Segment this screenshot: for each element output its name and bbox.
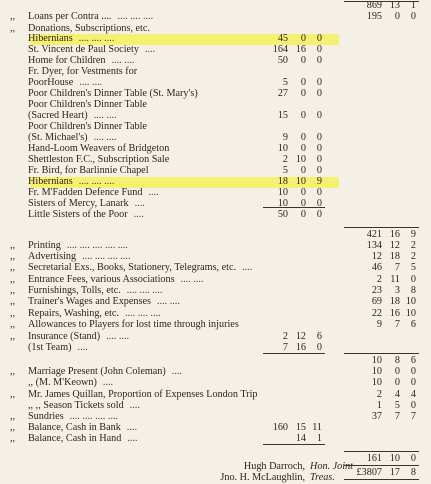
amount-b3: 0: [410, 366, 416, 377]
amount-b1: 46: [371, 262, 382, 273]
amount-b1: 69: [371, 296, 382, 307]
row-description: PoorHouse: [28, 77, 74, 88]
amount-b3: 6: [410, 319, 416, 330]
amount-a3: 0: [316, 198, 322, 209]
ledger-row: [0, 209, 431, 221]
row-description: Secretarial Exs., Books, Stationery, Telegrams, etc.: [28, 262, 237, 273]
row-description: Hibernians: [28, 33, 73, 44]
ditto-mark: ,,: [10, 422, 16, 433]
row-description: Hand-Loom Weavers of Bridgeton: [28, 143, 170, 154]
amount-b2: 0: [394, 377, 400, 388]
amount-b3: 9: [410, 229, 416, 240]
amount-b1: 10: [371, 377, 382, 388]
ditto-mark: ,,: [10, 285, 16, 296]
ledger-row: [0, 433, 431, 445]
row-description: Poor Children's Dinner Table: [28, 121, 147, 132]
amount-a2: 0: [300, 88, 306, 99]
total-rule: [344, 465, 419, 466]
leader-dots: .... ....: [93, 132, 117, 143]
leader-dots: ....: [148, 187, 159, 198]
amount-b1: 10: [371, 355, 382, 366]
ditto-mark: ,,: [10, 366, 16, 377]
amount-a3: 0: [316, 132, 322, 143]
amount-b1: 195: [366, 11, 382, 22]
row-description: Loans per Contra ....: [28, 11, 112, 22]
row-description: Sisters of Mercy, Lanark: [28, 198, 129, 209]
amount-b2: 8: [394, 355, 400, 366]
amount-a2: 0: [300, 110, 306, 121]
leader-dots: .... .... ....: [126, 285, 163, 296]
amount-b1: 23: [371, 285, 382, 296]
amount-b3: 0: [410, 11, 416, 22]
row-description: Little Sisters of the Poor: [28, 209, 128, 220]
amount-b2: 5: [394, 400, 400, 411]
row-description: Donations, Subscriptions, etc.: [28, 23, 150, 34]
amount-a1: 2: [282, 154, 288, 165]
amount-a2: 0: [300, 187, 306, 198]
amount-a3: 0: [316, 110, 322, 121]
row-description: ,, ,, Season Tickets sold: [28, 400, 124, 411]
amount-a2: 16: [295, 44, 306, 55]
amount-a2: 12: [295, 331, 306, 342]
row-description: Fr. Bird, for Barlinnie Chapel: [28, 165, 149, 176]
amount-a1: 7: [282, 342, 288, 353]
ditto-mark: ,,: [10, 319, 16, 330]
ditto-mark: ,,: [10, 411, 16, 422]
amount-a2: 15: [295, 422, 306, 433]
amount-b1: 9: [376, 319, 382, 330]
amount-b2: 3: [394, 285, 400, 296]
amount-a1: 5: [282, 77, 288, 88]
row-description: Repairs, Washing, etc.: [28, 308, 119, 319]
ledger-row: [0, 377, 431, 389]
amount-a3: 0: [316, 154, 322, 165]
amount-a1: 15: [277, 110, 288, 121]
amount-a2: 0: [300, 55, 306, 66]
ditto-mark: ,,: [10, 251, 16, 262]
amount-b1: 22: [371, 308, 382, 319]
amount-a3: 0: [316, 44, 322, 55]
ditto-mark: ,,: [10, 308, 16, 319]
leader-dots: .... .... ....: [78, 33, 115, 44]
ditto-mark: ,,: [10, 274, 16, 285]
amount-a3: 9: [316, 176, 322, 187]
row-description: Furnishings, Tolls, etc.: [28, 285, 121, 296]
amount-a2: 14: [295, 433, 306, 444]
amount-a3: 0: [316, 55, 322, 66]
leader-dots: .... .... ....: [124, 308, 161, 319]
amount-b3: 0: [410, 453, 416, 464]
leader-dots: .... ....: [156, 296, 180, 307]
amount-b3: 4: [410, 389, 416, 400]
leader-dots: ....: [129, 400, 140, 411]
amount-a3: 0: [316, 165, 322, 176]
amount-a2: 10: [295, 176, 306, 187]
leader-dots: .... .... ....: [78, 176, 115, 187]
leader-dots: .... ....: [93, 110, 117, 121]
signatory-role: Hon. Joint: [310, 461, 354, 472]
leader-dots: ....: [242, 262, 253, 273]
leader-dots: .... .... .... ....: [82, 251, 131, 262]
total-rule: [263, 353, 325, 354]
amount-a1: 10: [277, 143, 288, 154]
amount-b3: 8: [410, 285, 416, 296]
ledger-row: [0, 262, 431, 274]
amount-a1: 50: [277, 209, 288, 220]
row-description: Insurance (Stand): [28, 331, 101, 342]
row-description: (Sacred Heart): [28, 110, 88, 121]
amount-b2: 7: [394, 262, 400, 273]
amount-a1: 10: [277, 187, 288, 198]
leader-dots: .... .... ....: [117, 11, 154, 22]
amount-b2: 18: [389, 251, 400, 262]
row-description: Entrance Fees, various Associations: [28, 274, 175, 285]
amount-b2: 0: [394, 366, 400, 377]
amount-a3: 1: [316, 433, 322, 444]
row-description: Home for Children: [28, 55, 106, 66]
amount-b3: 0: [410, 377, 416, 388]
ditto-mark: ,,: [10, 23, 16, 34]
ditto-mark: ,,: [10, 240, 16, 251]
amount-b3: 7: [410, 411, 416, 422]
amount-a2: 0: [300, 132, 306, 143]
amount-a1: 2: [282, 331, 288, 342]
row-description: Balance, Cash in Hand: [28, 433, 122, 444]
amount-b3: 5: [410, 262, 416, 273]
amount-a2: 0: [300, 77, 306, 88]
amount-b2: 13: [389, 0, 400, 11]
row-description: Mr. James Quillan, Proportion of Expenses London Trip: [28, 389, 258, 400]
leader-dots: ....: [144, 44, 156, 55]
leader-dots: .... ....: [106, 331, 130, 342]
amount-a3: 0: [316, 33, 322, 44]
row-description: Poor Children's Dinner Table (St. Mary's): [28, 88, 198, 99]
amount-b3: 8: [410, 467, 416, 478]
amount-b3: 0: [410, 274, 416, 285]
ditto-mark: ,,: [10, 262, 16, 273]
amount-b2: 18: [389, 296, 400, 307]
ledger-row: [0, 453, 431, 465]
ledger-row: [0, 11, 431, 23]
signatory-name: Hugh Darroch,: [243, 461, 305, 472]
amount-b2: 10: [389, 453, 400, 464]
total-rule: [344, 479, 419, 480]
amount-b2: 7: [394, 319, 400, 330]
amount-a2: 0: [300, 209, 306, 220]
amount-a2: 10: [295, 154, 306, 165]
total-rule: [263, 444, 325, 445]
amount-a3: 0: [316, 342, 322, 353]
leader-dots: ....: [102, 377, 114, 388]
amount-b1: 12: [371, 251, 382, 262]
row-description: Shettleston F.C., Subscription Sale: [28, 154, 170, 165]
amount-a3: 0: [316, 88, 322, 99]
amount-a1: 27: [277, 88, 288, 99]
amount-b2: 4: [394, 389, 400, 400]
ledger-row: [0, 319, 431, 331]
amount-b2: 12: [389, 240, 400, 251]
amount-a2: 0: [300, 165, 306, 176]
amount-b2: 7: [394, 411, 400, 422]
amount-a2: 0: [300, 143, 306, 154]
row-description: Allowances to Players for lost time through injuries: [28, 319, 239, 330]
amount-a1: 50: [277, 55, 288, 66]
amount-b3: 10: [405, 308, 416, 319]
ledger-row: [0, 296, 431, 308]
amount-b2: 16: [389, 308, 400, 319]
amount-a3: 0: [316, 187, 322, 198]
amount-a1: 160: [272, 422, 288, 433]
amount-b2: 17: [389, 467, 400, 478]
amount-a1: 5: [282, 165, 288, 176]
total-rule: [344, 451, 419, 452]
amount-a2: 16: [295, 342, 306, 353]
amount-a2: 0: [300, 198, 306, 209]
amount-b1: 869: [366, 0, 382, 11]
ditto-mark: ,,: [10, 296, 16, 307]
total-rule: [344, 227, 419, 228]
amount-b3: 6: [410, 355, 416, 366]
amount-b3: 0: [410, 400, 416, 411]
row-description: Fr. M'Fadden Defence Fund: [28, 187, 143, 198]
row-description: Hibernians: [28, 176, 73, 187]
amount-b1: 421: [366, 229, 382, 240]
ditto-mark: ,,: [10, 433, 16, 444]
amount-b3: 10: [405, 296, 416, 307]
amount-b3: 1: [410, 0, 416, 11]
ledger-row: [0, 467, 431, 479]
amount-b1: 2: [376, 389, 382, 400]
row-description: Advertising: [28, 251, 77, 262]
row-description: Balance, Cash in Bank: [28, 422, 121, 433]
leader-dots: ....: [133, 209, 144, 220]
amount-b1: £3807: [356, 467, 382, 478]
signatory-name: Jno. H. McLaughlin,: [220, 472, 305, 483]
amount-b3: 2: [410, 251, 416, 262]
amount-a3: 6: [316, 331, 322, 342]
leader-dots: .... ....: [180, 274, 204, 285]
leader-dots: ....: [126, 422, 137, 433]
row-description: Sundries: [28, 411, 64, 422]
amount-b1: 2: [376, 274, 382, 285]
row-description: (1st Team): [28, 342, 72, 353]
amount-b3: 2: [410, 240, 416, 251]
row-description: Trainer's Wages and Expenses: [28, 296, 151, 307]
amount-a2: 0: [300, 33, 306, 44]
amount-b1: 161: [366, 453, 382, 464]
amount-b1: 134: [366, 240, 382, 251]
signatory-role: Treas.: [310, 472, 335, 483]
amount-a1: 9: [282, 132, 288, 143]
amount-b1: 37: [371, 411, 382, 422]
amount-b1: 10: [371, 366, 382, 377]
amount-a3: 11: [312, 422, 322, 433]
amount-b1: 1: [376, 400, 382, 411]
row-description: Printing: [28, 240, 61, 251]
amount-a3: 0: [316, 209, 322, 220]
row-description: Poor Children's Dinner Table: [28, 99, 147, 110]
row-description: Marriage Present (John Coleman): [28, 366, 166, 377]
amount-a1: 164: [272, 44, 288, 55]
amount-a1: 45: [277, 33, 288, 44]
amount-a1: 10: [277, 198, 288, 209]
leader-dots: ....: [77, 342, 88, 353]
amount-b2: 0: [394, 11, 400, 22]
total-rule: [344, 1, 419, 2]
row-description: Fr. Dyer, for Vestments for: [28, 66, 138, 77]
leader-dots: .... ....: [111, 55, 135, 66]
leader-dots: ....: [171, 366, 182, 377]
ditto-mark: ,,: [10, 11, 16, 22]
row-description: ,, (M. M'Keown): [28, 377, 97, 388]
amount-a1: 18: [277, 176, 288, 187]
ditto-mark: ,,: [10, 389, 16, 400]
leader-dots: .... ....: [79, 77, 103, 88]
amount-b2: 11: [390, 274, 400, 285]
total-rule: [344, 353, 419, 354]
ditto-mark: ,,: [10, 331, 16, 342]
leader-dots: ....: [134, 198, 145, 209]
row-description: St. Vincent de Paul Society: [28, 44, 139, 55]
row-description: (St. Michael's): [28, 132, 88, 143]
amount-a3: 0: [316, 143, 322, 154]
leader-dots: ....: [127, 433, 138, 444]
amount-b2: 16: [389, 229, 400, 240]
total-rule: [263, 207, 325, 208]
amount-a3: 0: [316, 77, 322, 88]
leader-dots: .... .... .... .... ....: [66, 240, 128, 251]
leader-dots: .... .... .... ....: [69, 411, 119, 422]
